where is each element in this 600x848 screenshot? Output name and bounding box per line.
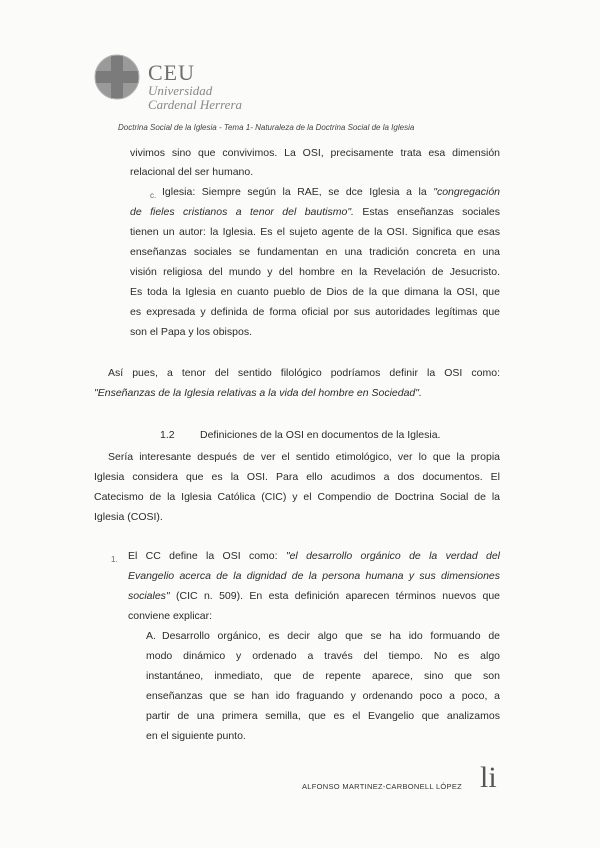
body-line: enseñanzas que se han ido fraguando y ordenando poco a poco, a <box>146 690 500 702</box>
body-line: Desarrollo orgánico, es decir algo que se ha ido formuando de <box>162 630 500 642</box>
brand-block <box>148 62 242 112</box>
running-title: Doctrina Social de la Iglesia - Tema 1- Naturaleza de la Doctrina Social de la Iglesia <box>118 123 415 132</box>
body-line: Iglesia (COSI). <box>94 511 163 523</box>
body-line: relacional del ser humano. <box>130 166 254 178</box>
body-line: Sería interesante después de ver el sentido etimológico, ver lo que la propia <box>108 451 500 463</box>
body-line: instantáneo, inmediato, que de repente aparece, sino que son <box>146 670 500 682</box>
body-line: vivimos sino que convivimos. La OSI, precisamente trata esa dimensión <box>130 147 500 159</box>
body-line: El CC define la OSI como: "el desarrollo orgánico de la verdad del <box>128 550 500 562</box>
body-line: "Enseñanzas de la Iglesia relativas a la vida del hombre en Sociedad". <box>94 387 422 399</box>
ceu-logo <box>94 54 140 100</box>
ceu-cross-seal-icon <box>94 54 140 100</box>
footer-author: ALFONSO MARTINEZ-CARBONELL LÓPEZ <box>302 782 463 791</box>
body-line: conviene explicar: <box>128 610 213 622</box>
list-marker-a: A. <box>146 630 156 642</box>
body-line: de fieles cristianos a tenor del bautismo". Estas enseñanzas sociales <box>130 206 501 218</box>
list-marker-c: c. <box>150 191 157 200</box>
body-line: enseñanzas sociales se fundamentan en una tradición concreta en una <box>130 246 500 258</box>
body-line: modo dinámico y ordenado a través del tiempo. No es algo <box>146 650 500 662</box>
body-line: sociales" (CIC n. 509). En esta definición aparecen términos nuevos que <box>128 590 500 602</box>
brand-sub-1: Universidad <box>148 83 213 98</box>
body-line: Es toda la Iglesia en cuanto pueblo de Dios de la que dimana la OSI, que <box>130 286 500 298</box>
body-line: Iglesia: Siempre según la RAE, se dce Iglesia a la "congregación <box>162 186 500 198</box>
brand-sub-2: Cardenal Herrera <box>148 97 243 112</box>
body-line: Evangelio acerca de la dignidad de la persona humana y sus dimensiones <box>128 570 500 582</box>
section-number: 1.2 <box>160 429 175 441</box>
body-line: visión religiosa del mundo y del hombre en la Revelación de Jesucristo. <box>130 266 500 278</box>
body-line: tienen un autor: la Iglesia. Es el sujeto agente de la OSI. Significa que esas <box>130 226 500 238</box>
body-line: es expresada y definida de forma oficial por sus autoridades legítimas que <box>130 306 500 318</box>
list-marker-1: 1. <box>111 555 118 564</box>
body-line: en el siguiente punto. <box>146 730 246 742</box>
body-line: son el Papa y los obispos. <box>130 326 252 338</box>
body-line: partir de una primera semilla, que es el Evangelio que analizamos <box>146 710 500 722</box>
body-line: Catecismo de la Iglesia Católica (CIC) y el Compendio de Doctrina Social de la <box>94 491 500 503</box>
body-line: Iglesia considera que es la OSI. Para ello acudimos a dos documentos. El <box>94 471 500 483</box>
page-folio: li <box>480 761 497 794</box>
brand-name: CEU <box>148 60 195 85</box>
section-title: Definiciones de la OSI en documentos de la Iglesia. <box>200 429 441 441</box>
body-line: Así pues, a tenor del sentido filológico podríamos definir la OSI como: <box>108 367 500 379</box>
